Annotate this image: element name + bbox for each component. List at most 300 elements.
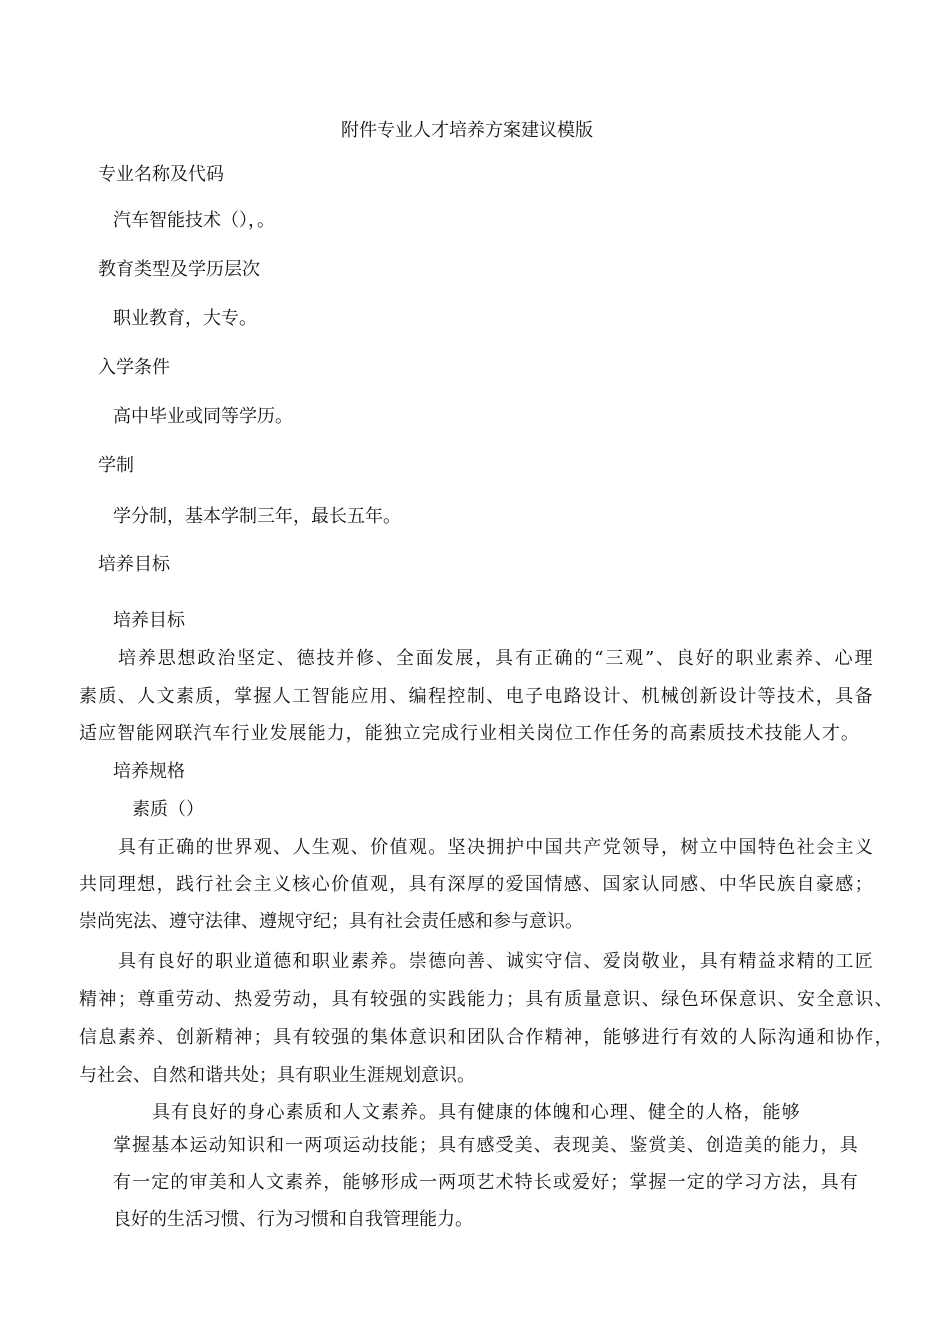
text-char: 形 — [380, 1172, 399, 1193]
text-char: 色 — [777, 837, 796, 858]
text-char: 网 — [155, 723, 174, 744]
text-char: 的 — [195, 837, 214, 858]
text-char: 豪 — [815, 874, 834, 895]
text-char: 具 — [438, 1102, 457, 1123]
text-char: 应 — [350, 686, 369, 707]
text-char: 体 — [533, 1102, 552, 1123]
text-char: 素 — [688, 723, 707, 744]
text-char: 爱 — [505, 874, 524, 895]
text-char: 行 — [231, 723, 250, 744]
text-char: 人 — [802, 723, 821, 744]
text-char: 联 — [174, 723, 193, 744]
text-char: 具 — [118, 837, 136, 858]
text-char: 共 — [79, 874, 97, 895]
text-char: 行 — [459, 723, 478, 744]
text-char: 工 — [574, 723, 593, 744]
text-char: 发 — [269, 723, 288, 744]
text-char: 术 — [745, 723, 764, 744]
value-duration: 学分制，基本学制三年，最长五年。 — [113, 506, 401, 527]
text-char: 识 — [428, 1027, 447, 1048]
text-char: 现 — [572, 1135, 590, 1156]
text-char: 善 — [467, 951, 486, 972]
text-char: 、 — [214, 989, 233, 1010]
text-char: 产 — [583, 837, 602, 858]
text-char: 的 — [686, 1102, 705, 1123]
text-char: 学 — [725, 1172, 743, 1193]
text-char: 匠 — [854, 951, 873, 972]
text-char: 精 — [544, 1027, 563, 1048]
text-char: 职 — [214, 951, 233, 972]
text-char: 神 — [564, 1027, 583, 1048]
text-char: 际 — [758, 1027, 777, 1048]
text-char: 技 — [764, 723, 783, 744]
text-char: 神 — [98, 989, 117, 1010]
text-char: 有 — [428, 874, 447, 895]
text-char: 团 — [467, 1027, 486, 1048]
text-char: 能 — [783, 723, 802, 744]
text-char: 主 — [835, 837, 854, 858]
text-char: 识 — [622, 989, 641, 1010]
heading-admission: 入学条件 — [98, 357, 170, 378]
text-char: 。 — [389, 951, 408, 972]
text-char: 有 — [292, 1027, 311, 1048]
text-char: 、 — [486, 686, 505, 707]
text-char: 、 — [389, 686, 408, 707]
text-char: 掌 — [113, 1135, 131, 1156]
text-char: 能 — [467, 989, 486, 1010]
text-char: 具 — [839, 1135, 858, 1156]
text-char: 有 — [544, 989, 563, 1010]
text-char: 崇 — [408, 951, 427, 972]
text-char: 实 — [428, 989, 447, 1010]
text-char: 质 — [304, 1102, 323, 1123]
text-char: 有 — [171, 1102, 190, 1123]
text-char: 路 — [563, 686, 582, 707]
text-char: 特 — [514, 1172, 533, 1193]
text-char: 爱 — [572, 1172, 590, 1193]
text-char: 设 — [583, 686, 602, 707]
text-char: 沟 — [777, 1027, 796, 1048]
text-char: 界 — [234, 837, 253, 858]
text-char: 、 — [350, 837, 369, 858]
text-char: 、 — [874, 989, 893, 1010]
text-char: 养 — [400, 1102, 419, 1123]
text-char: 一 — [132, 1172, 151, 1193]
text-char: 掌 — [234, 686, 253, 707]
text-char: 坚 — [447, 837, 466, 858]
text-char: 具 — [331, 989, 350, 1010]
text-char: ， — [389, 874, 408, 895]
text-char: 编 — [408, 686, 427, 707]
text-char: 具 — [118, 951, 136, 972]
text-char: 心 — [266, 1102, 285, 1123]
text-char: 具 — [152, 1102, 170, 1123]
text-char: 美 — [208, 1172, 227, 1193]
text-char: 术 — [495, 1172, 514, 1193]
text-char: 强 — [331, 1027, 350, 1048]
text-char: 体 — [389, 1027, 408, 1048]
text-char: 位 — [555, 723, 574, 744]
text-char: 计 — [602, 686, 621, 707]
text-char: 具 — [273, 1027, 292, 1048]
text-char: 、 — [686, 1135, 705, 1156]
text-char: 和 — [323, 1102, 342, 1123]
text-char: 动 — [292, 989, 311, 1010]
text-char: 成 — [440, 723, 459, 744]
text-char: 美 — [514, 1135, 533, 1156]
text-char: ， — [874, 1027, 893, 1048]
text-char: 会 — [234, 874, 253, 895]
text-char: 美 — [591, 1135, 610, 1156]
text-char: 的 — [514, 1102, 533, 1123]
text-char: 观 — [625, 648, 644, 669]
text-char: 素 — [285, 1102, 304, 1123]
text-char: 定 — [256, 648, 275, 669]
text-char: 电 — [544, 686, 563, 707]
text-char: ， — [660, 837, 679, 858]
text-char: 一 — [667, 1172, 686, 1193]
text-char: 握 — [648, 1172, 667, 1193]
text-char: 职 — [735, 648, 754, 669]
text-char: 情 — [544, 874, 563, 895]
text-char: 工 — [835, 951, 854, 972]
text-char: 素 — [350, 951, 369, 972]
text-char: 值 — [389, 837, 408, 858]
text-char: 和 — [266, 1135, 284, 1156]
text-char: 思 — [157, 648, 176, 669]
text-char: 业 — [755, 648, 774, 669]
para1-line-2 — [79, 873, 873, 897]
text-char: 意 — [835, 989, 854, 1010]
text-char: 一 — [285, 1135, 304, 1156]
text-char: 家 — [621, 874, 640, 895]
text-char: 、 — [621, 686, 640, 707]
text-char: 正 — [156, 837, 175, 858]
text-char: 较 — [311, 1027, 330, 1048]
text-char: 养 — [137, 648, 156, 669]
text-char: “ — [594, 648, 604, 669]
text-char: 较 — [370, 989, 389, 1010]
text-char: 世 — [214, 837, 233, 858]
text-char: 备 — [854, 686, 873, 707]
text-char: 有 — [137, 837, 156, 858]
text-char: 健 — [648, 1102, 667, 1123]
text-char: 治 — [217, 648, 236, 669]
goal-line-2 — [79, 685, 873, 709]
text-char: 文 — [266, 1172, 284, 1193]
text-char: 面 — [415, 648, 434, 669]
text-char: 义 — [854, 837, 873, 858]
text-char: 理 — [609, 1102, 628, 1123]
text-char: 确 — [176, 837, 195, 858]
text-char: 信 — [563, 951, 582, 972]
text-char: 守 — [544, 951, 563, 972]
text-char: 作 — [593, 723, 612, 744]
text-char: 同 — [98, 874, 117, 895]
text-char: 习 — [744, 1172, 763, 1193]
text-char: 会 — [816, 837, 835, 858]
text-char: 艺 — [476, 1172, 495, 1193]
para3-line-2 — [113, 1134, 858, 1158]
text-char: 合 — [505, 1027, 524, 1048]
text-char: 培 — [118, 648, 136, 669]
para2-line-2 — [79, 988, 893, 1012]
text-char: 表 — [552, 1135, 571, 1156]
text-char: 有 — [457, 1102, 476, 1123]
text-char: 创 — [176, 1027, 195, 1048]
text-char: 有 — [719, 951, 738, 972]
text-char: 电 — [505, 686, 524, 707]
text-char: 、 — [156, 1027, 175, 1048]
text-char: 实 — [525, 951, 544, 972]
text-char: 养 — [370, 951, 389, 972]
para2-line-1 — [118, 950, 873, 974]
text-char: 发 — [435, 648, 454, 669]
text-char: 业 — [660, 951, 679, 972]
para1-line-1 — [118, 836, 873, 860]
text-char: 向 — [447, 951, 466, 972]
text-char: 全 — [816, 989, 835, 1010]
text-char: 好 — [176, 951, 195, 972]
text-char: 中 — [719, 837, 738, 858]
text-char: 职 — [311, 951, 330, 972]
text-char: 能 — [364, 723, 383, 744]
text-char: 质 — [707, 723, 726, 744]
text-char: 行 — [661, 1027, 680, 1048]
text-char: 格 — [724, 1102, 743, 1123]
text-char: 全 — [667, 1102, 686, 1123]
text-char: 素 — [175, 686, 194, 707]
text-char: 有 — [839, 1172, 858, 1193]
text-char: 握 — [253, 686, 272, 707]
text-char: ， — [323, 1172, 342, 1193]
text-char: 社 — [214, 874, 233, 895]
text-char: 树 — [680, 837, 699, 858]
text-char: 力 — [801, 1135, 820, 1156]
text-char: 够 — [622, 1027, 641, 1048]
text-char: 业 — [250, 723, 269, 744]
text-char: 长 — [533, 1172, 552, 1193]
text-char: 够 — [361, 1172, 380, 1193]
text-char: ； — [505, 989, 524, 1010]
text-char: 技 — [316, 648, 335, 669]
text-char: 制 — [466, 686, 485, 707]
text-char: ” — [644, 648, 655, 669]
text-char: ， — [680, 951, 699, 972]
text-char: 和 — [447, 1027, 466, 1048]
text-char: 定 — [686, 1172, 705, 1193]
text-char: 重 — [156, 989, 175, 1010]
text-char: 等 — [757, 686, 776, 707]
text-char: 项 — [457, 1172, 476, 1193]
text-char: 机 — [641, 686, 660, 707]
text-char: 精 — [738, 951, 757, 972]
text-char: 道 — [253, 951, 272, 972]
text-char: 厚 — [466, 874, 485, 895]
text-char: 价 — [370, 837, 389, 858]
text-char: 具 — [525, 989, 544, 1010]
text-char: 人 — [705, 1102, 724, 1123]
text-char: ， — [801, 1172, 820, 1193]
text-char: 应 — [98, 723, 117, 744]
text-char: 基 — [151, 1135, 170, 1156]
text-char: 观 — [331, 837, 350, 858]
text-char: 值 — [350, 874, 369, 895]
text-char: 族 — [777, 874, 796, 895]
text-char: 心 — [834, 648, 853, 669]
text-char: ， — [475, 648, 494, 669]
text-char: 德 — [273, 951, 292, 972]
text-char: 集 — [370, 1027, 389, 1048]
text-char: 的 — [715, 648, 734, 669]
text-char: 受 — [495, 1135, 514, 1156]
text-char: 协 — [835, 1027, 854, 1048]
text-char: 党 — [602, 837, 621, 858]
text-char: 认 — [641, 874, 660, 895]
text-char: 确 — [554, 648, 573, 669]
text-char: 能 — [136, 723, 155, 744]
text-char: 作 — [855, 1027, 874, 1048]
text-char: 高 — [669, 723, 688, 744]
text-char: 子 — [524, 686, 543, 707]
text-char: 两 — [304, 1135, 323, 1156]
text-char: 掌 — [629, 1172, 648, 1193]
text-char: 、 — [610, 1135, 629, 1156]
text-char: 业 — [331, 951, 350, 972]
text-char: 智 — [117, 723, 136, 744]
text-char: 展 — [288, 723, 307, 744]
text-char: 信 — [79, 1027, 97, 1048]
text-char: 感 — [563, 874, 582, 895]
text-char: 的 — [486, 874, 505, 895]
text-char: 量 — [583, 989, 602, 1010]
text-char: 人 — [342, 1102, 361, 1123]
text-char: 和 — [227, 1172, 246, 1193]
text-char: ， — [345, 723, 364, 744]
text-char: 术 — [796, 686, 815, 707]
text-char: 人 — [137, 686, 156, 707]
heading-education-type: 教育类型及学历层次 — [98, 259, 260, 280]
text-char: 创 — [680, 686, 699, 707]
text-char: 社 — [796, 837, 815, 858]
text-char: 具 — [699, 951, 718, 972]
text-char: 精 — [214, 1027, 233, 1048]
text-char: 修 — [356, 648, 375, 669]
text-char: 的 — [650, 723, 669, 744]
text-char: 三 — [605, 648, 624, 669]
text-char: 运 — [342, 1135, 361, 1156]
text-char: 民 — [757, 874, 776, 895]
text-char: 和 — [571, 1102, 590, 1123]
text-char: 本 — [170, 1135, 189, 1156]
text-char: 够 — [781, 1102, 800, 1123]
text-char: 知 — [227, 1135, 246, 1156]
text-char: 行 — [195, 874, 214, 895]
text-char: 具 — [835, 686, 854, 707]
text-char: 识 — [246, 1135, 265, 1156]
text-char: 意 — [408, 1027, 427, 1048]
text-char: 新 — [195, 1027, 214, 1048]
text-char: 立 — [402, 723, 421, 744]
heading-training-goal: 培养目标 — [98, 554, 170, 575]
value-major-name: 汽车智能技术（），。 — [113, 210, 275, 231]
text-char: 质 — [564, 989, 583, 1010]
text-char: 、 — [486, 951, 505, 972]
text-char: 。 — [840, 723, 859, 744]
text-char: 国 — [544, 837, 563, 858]
text-char: 诚 — [505, 951, 524, 972]
document-title: 附件专业人才培养方案建议模版 — [341, 120, 593, 141]
text-char: 尊 — [137, 989, 156, 1010]
text-char: 的 — [705, 1172, 724, 1193]
text-char: ， — [156, 874, 175, 895]
text-char: 或 — [552, 1172, 571, 1193]
text-char: 质 — [98, 686, 117, 707]
text-char: 队 — [486, 1027, 505, 1048]
text-char: 魄 — [552, 1102, 571, 1123]
text-char: 益 — [757, 951, 776, 972]
para2-line-4: 与社会、自然和谐共处；具有职业生涯规划意识。 — [79, 1065, 475, 1086]
text-char: 的 — [195, 951, 214, 972]
text-char: 岗 — [536, 723, 555, 744]
text-char: 设 — [718, 686, 737, 707]
text-char: 。 — [428, 837, 447, 858]
subheading-quality: 素质（） — [132, 799, 204, 820]
para3-line-3 — [113, 1171, 858, 1195]
para3-line-4: 良好的生活习惯、行为习惯和自我管理能力。 — [113, 1209, 473, 1230]
text-char: 有 — [137, 951, 156, 972]
text-char: 务 — [631, 723, 650, 744]
text-char: 想 — [137, 874, 156, 895]
text-char: 、 — [628, 1102, 647, 1123]
text-char: 全 — [395, 648, 414, 669]
text-char: 拥 — [486, 837, 505, 858]
text-char: 业 — [478, 723, 497, 744]
text-char: 人 — [272, 686, 291, 707]
text-char: 赏 — [648, 1135, 667, 1156]
text-char: 热 — [234, 989, 253, 1010]
text-char: ， — [214, 686, 233, 707]
text-char: 劳 — [176, 989, 195, 1010]
text-char: 岗 — [622, 951, 641, 972]
text-char: ； — [419, 1135, 437, 1156]
text-char: 特 — [757, 837, 776, 858]
text-char: 素 — [380, 1102, 399, 1123]
text-char: 才 — [821, 723, 840, 744]
text-char: 素 — [285, 1172, 304, 1193]
text-char: 息 — [98, 1027, 117, 1048]
text-char: 良 — [156, 951, 175, 972]
text-char: 共 — [563, 837, 582, 858]
text-char: 的 — [228, 1102, 247, 1123]
text-char: 、 — [583, 951, 602, 972]
text-char: 能 — [331, 686, 350, 707]
text-char: 养 — [794, 648, 813, 669]
text-char: 坚 — [237, 648, 256, 669]
text-char: 、 — [276, 648, 295, 669]
text-char: ， — [311, 989, 330, 1010]
text-char: 能 — [782, 1135, 801, 1156]
text-char: 色 — [680, 989, 699, 1010]
text-char: 华 — [738, 874, 757, 895]
text-char: 感 — [476, 1135, 495, 1156]
text-char: 并 — [336, 648, 355, 669]
text-char: 力 — [326, 723, 345, 744]
text-char: 人 — [292, 837, 311, 858]
text-char: 效 — [700, 1027, 718, 1048]
text-char: 素 — [117, 1027, 136, 1048]
text-char: 任 — [612, 723, 631, 744]
